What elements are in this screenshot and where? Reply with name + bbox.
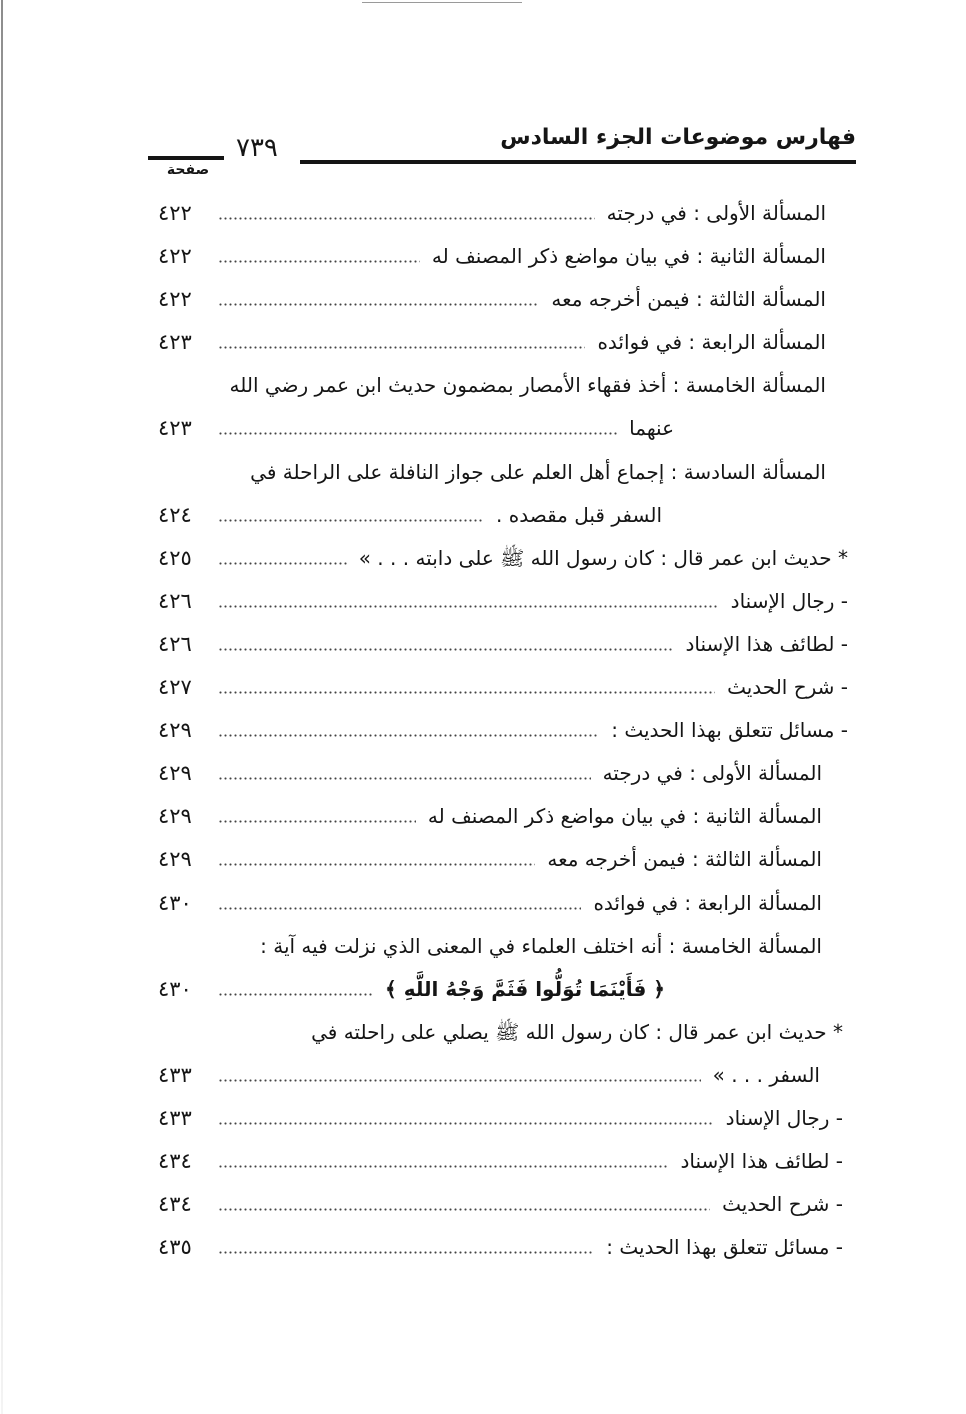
entry-page-number: ٤٣٣ bbox=[158, 1062, 192, 1087]
toc-entry bbox=[158, 752, 850, 795]
entry-page-number: ٤٢٣ bbox=[158, 416, 192, 441]
toc-hadith-entry-first-line bbox=[158, 1011, 850, 1054]
toc-hadith-entry bbox=[158, 537, 850, 580]
entry-text: - مسائل تتعلق بهذا الحديث : bbox=[611, 718, 848, 743]
entry-page-number: ٤٢٢ bbox=[158, 244, 192, 269]
entry-text: المسألة الثانية : في بيان مواضع ذكر المصنف له bbox=[431, 244, 826, 269]
toc-entry bbox=[158, 623, 850, 666]
toc-entry bbox=[158, 1097, 850, 1140]
entry-text: المسألة الثانية : في بيان مواضع ذكر المصنف له bbox=[427, 804, 822, 829]
toc-entry-continuation bbox=[158, 407, 850, 450]
entry-page-number: ٤٣٠ bbox=[158, 976, 192, 1001]
toc-entry-first-line bbox=[158, 451, 850, 494]
entry-text: - لطائف هذا الإسناد bbox=[680, 1149, 843, 1174]
entry-text: - رجال الإسناد bbox=[730, 588, 848, 613]
toc-entry-first-line bbox=[158, 364, 850, 407]
dot-leader bbox=[218, 346, 585, 349]
dot-leader bbox=[218, 1251, 594, 1254]
entry-text: المسألة الخامسة : أخذ فقهاء الأمصار بمضمون حديث ابن عمر رضي الله bbox=[229, 373, 826, 398]
toc-entry bbox=[158, 278, 850, 321]
entry-text: - لطائف هذا الإسناد bbox=[685, 631, 848, 656]
quran-verse-text: ﴿ فَأَيْنَمَا تُوَلُّوا فَثَمَّ وَجْهُ اللَّهِ ﴾ bbox=[385, 976, 665, 1001]
page-edge-shadow bbox=[1, 0, 3, 1414]
toc-entry bbox=[158, 192, 850, 235]
dot-leader bbox=[218, 907, 581, 910]
dot-leader bbox=[218, 217, 595, 220]
toc-entry bbox=[158, 882, 850, 925]
entry-page-number: ٤٢٩ bbox=[158, 804, 192, 829]
entry-text: - شرح الحديث bbox=[727, 675, 848, 700]
dot-leader bbox=[218, 863, 535, 866]
entry-text: المسألة الثالثة : فيمن أخرجه معه bbox=[547, 847, 822, 872]
toc-entry-continuation bbox=[158, 494, 850, 537]
dot-leader bbox=[218, 1122, 714, 1125]
header-rule bbox=[300, 160, 856, 164]
dot-leader bbox=[218, 993, 373, 996]
toc-entry bbox=[158, 1183, 850, 1226]
entry-text: المسألة الأولى : في درجته bbox=[602, 761, 822, 786]
entry-page-number: ٤٢٩ bbox=[158, 761, 192, 786]
entry-text: السفر . . . » bbox=[712, 1062, 820, 1087]
entry-text: - مسائل تتعلق بهذا الحديث : bbox=[606, 1235, 843, 1260]
dot-leader bbox=[218, 260, 420, 263]
entry-page-number: ٤٣٤ bbox=[158, 1192, 192, 1217]
toc-entry-continuation bbox=[158, 1054, 850, 1097]
entry-page-number: ٤٢٤ bbox=[158, 502, 192, 527]
entry-page-number: ٤٢٢ bbox=[158, 201, 192, 225]
toc-entry bbox=[158, 1140, 850, 1183]
entry-page-number: ٤٣٥ bbox=[158, 1235, 192, 1260]
dot-leader bbox=[218, 303, 539, 306]
entry-page-number: ٤٢٩ bbox=[158, 847, 192, 872]
dot-leader bbox=[218, 562, 347, 565]
dot-leader bbox=[218, 1208, 710, 1211]
entry-text: المسألة الرابعة : في فوائده bbox=[597, 330, 826, 355]
entry-text: - رجال الإسناد bbox=[725, 1105, 843, 1130]
entry-text: عنهما bbox=[629, 416, 674, 441]
entry-text: السفر قبل مقصده . bbox=[496, 502, 662, 527]
entry-text: المسألة الثالثة : فيمن أخرجه معه bbox=[551, 287, 826, 312]
dot-leader bbox=[218, 734, 599, 737]
dot-leader bbox=[218, 1165, 668, 1168]
entry-page-number: ٤٣٣ bbox=[158, 1105, 192, 1130]
entry-page-number: ٤٢٧ bbox=[158, 675, 192, 700]
toc-entry bbox=[158, 838, 850, 881]
dot-leader bbox=[218, 648, 673, 651]
table-of-contents bbox=[158, 192, 850, 1269]
entry-page-number: ٤٢٥ bbox=[158, 545, 192, 570]
entry-text: * حديث ابن عمر قال : كان رسول الله ﷺ على دابته . . . » bbox=[358, 545, 848, 570]
dot-leader bbox=[218, 777, 591, 780]
entry-text: المسألة السادسة : إجماع أهل العلم على جواز النافلة على الراحلة في bbox=[250, 459, 826, 484]
toc-entry bbox=[158, 795, 850, 838]
toc-entry bbox=[158, 235, 850, 278]
toc-entry bbox=[158, 709, 850, 752]
entry-text: المسألة الأولى : في درجته bbox=[606, 201, 826, 225]
entry-page-number: ٤٢٩ bbox=[158, 718, 192, 743]
entry-page-number: ٤٣٤ bbox=[158, 1149, 192, 1174]
entry-page-number: ٤٢٦ bbox=[158, 588, 192, 613]
dot-leader bbox=[218, 1079, 701, 1082]
dot-leader bbox=[218, 820, 416, 823]
toc-entry-first-line bbox=[158, 925, 850, 968]
toc-entry bbox=[158, 666, 850, 709]
dot-leader bbox=[218, 432, 617, 435]
page-column-label: صفحة bbox=[166, 162, 210, 178]
toc-entry-verse bbox=[158, 968, 850, 1011]
dot-leader bbox=[218, 691, 715, 694]
dot-leader bbox=[218, 605, 719, 608]
running-header-title: فهارس موضوعات الجزء السادس bbox=[500, 125, 856, 150]
entry-text: - شرح الحديث bbox=[722, 1192, 843, 1217]
dot-leader bbox=[218, 519, 484, 522]
entry-page-number: ٤٢٣ bbox=[158, 330, 192, 355]
entry-page-number: ٤٢٦ bbox=[158, 631, 192, 656]
toc-entry bbox=[158, 321, 850, 364]
toc-entry bbox=[158, 1226, 850, 1269]
scan-artifact-line bbox=[362, 2, 522, 3]
entry-text: المسألة الرابعة : في فوائده bbox=[593, 890, 822, 915]
page-number: ٧٣٩ bbox=[236, 133, 278, 163]
toc-entry bbox=[158, 580, 850, 623]
entry-page-number: ٤٣٠ bbox=[158, 890, 192, 915]
entry-text: * حديث ابن عمر قال : كان رسول الله ﷺ يصلي على راحلته في bbox=[311, 1019, 843, 1044]
page-column-rule bbox=[148, 156, 224, 160]
entry-text: المسألة الخامسة : أنه اختلف العلماء في المعنى الذي نزلت فيه آية : bbox=[260, 933, 822, 958]
entry-page-number: ٤٢٢ bbox=[158, 287, 192, 312]
